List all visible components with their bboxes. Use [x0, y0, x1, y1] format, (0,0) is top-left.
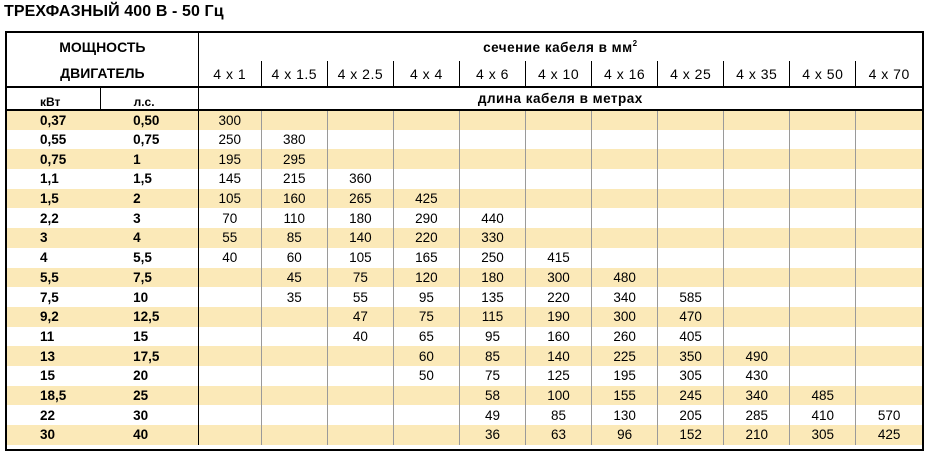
- cable-length-cell: [856, 366, 922, 386]
- cable-length-cell: 260: [592, 327, 658, 347]
- power-kw-cell: 2,2: [40, 210, 59, 226]
- cable-length-cell: [459, 169, 525, 189]
- cable-length-cell: [724, 130, 790, 150]
- cable-length-cell: 75: [327, 268, 393, 288]
- hp-unit-label: л.с.: [100, 87, 198, 110]
- cable-length-cell: [198, 425, 261, 445]
- cable-length-cell: [327, 130, 393, 150]
- cable-length-cell: [198, 268, 261, 288]
- cable-length-cell: [261, 327, 327, 347]
- cable-length-cell: 195: [592, 366, 658, 386]
- cable-length-cell: [724, 208, 790, 228]
- cable-length-cell: 570: [856, 405, 922, 425]
- power-hp-cell: 5,5: [100, 248, 198, 268]
- cable-length-cell: [198, 366, 261, 386]
- cable-length-cell: [856, 189, 922, 209]
- cable-length-cell: [658, 110, 724, 130]
- cable-length-cell: [790, 268, 856, 288]
- table-row: [7, 248, 922, 268]
- table-row: [7, 425, 922, 445]
- cable-length-cell: [592, 189, 658, 209]
- cable-length-cell: [790, 149, 856, 169]
- cable-length-cell: 35: [261, 287, 327, 307]
- cable-length-cell: [526, 208, 592, 228]
- cable-length-cell: [658, 248, 724, 268]
- cable-length-cell: [393, 130, 459, 150]
- cable-length-cell: [658, 208, 724, 228]
- cable-length-cell: [856, 307, 922, 327]
- cable-length-cell: 190: [526, 307, 592, 327]
- table-row: [7, 110, 922, 130]
- cable-length-cell: [592, 208, 658, 228]
- cable-length-cell: [592, 110, 658, 130]
- power-kw-cell: 9,2: [7, 307, 100, 327]
- power-hp-cell: 25: [100, 386, 198, 406]
- power-kw-cell: 4: [40, 250, 48, 266]
- cable-length-cell: 350: [658, 346, 724, 366]
- cable-size-header: 4 x 2.5: [327, 61, 393, 87]
- cable-length-cell: [856, 228, 922, 248]
- cable-length-cell: 305: [658, 366, 724, 386]
- cable-length-cell: [327, 386, 393, 406]
- cable-length-cell: [327, 405, 393, 425]
- power-kw-cell: 11: [40, 328, 55, 344]
- section-label: сечение кабеля в мм: [483, 40, 633, 55]
- cable-length-cell: [459, 149, 525, 169]
- power-kw-cell: 22: [40, 407, 56, 423]
- cable-length-cell: 405: [658, 327, 724, 347]
- cable-length-cell: [261, 110, 327, 130]
- cable-length-cell: [261, 307, 327, 327]
- cable-length-cell: [724, 248, 790, 268]
- cable-length-cell: [856, 110, 922, 130]
- cable-length-cell: 85: [459, 346, 525, 366]
- cable-length-cell: [856, 346, 922, 366]
- cable-length-cell: [198, 287, 261, 307]
- cable-length-cell: 300: [198, 110, 261, 130]
- cable-length-cell: 300: [592, 307, 658, 327]
- power-hp-cell: 1,5: [100, 169, 198, 189]
- section-sup: 2: [632, 39, 638, 48]
- cable-length-cell: [327, 346, 393, 366]
- power-hp-cell: 0,75: [100, 130, 198, 150]
- cable-length-cell: 485: [790, 386, 856, 406]
- cable-length-cell: [327, 425, 393, 445]
- cable-length-cell: [261, 425, 327, 445]
- cable-length-cell: [526, 149, 592, 169]
- cable-length-cell: [790, 366, 856, 386]
- cable-length-cell: 380: [261, 130, 327, 150]
- cable-length-cell: [658, 268, 724, 288]
- cable-length-cell: [856, 268, 922, 288]
- power-kw-cell: 0,75: [7, 149, 100, 169]
- cable-length-cell: [261, 346, 327, 366]
- cable-length-cell: 55: [198, 228, 261, 248]
- cable-length-cell: [393, 405, 459, 425]
- cable-size-header: 4 x 70: [856, 61, 922, 87]
- cable-length-cell: [790, 307, 856, 327]
- cable-length-cell: [790, 130, 856, 150]
- cable-length-cell: [724, 189, 790, 209]
- cable-length-cell: 140: [526, 346, 592, 366]
- cable-length-table: [5, 31, 924, 451]
- cable-length-cell: 100: [526, 386, 592, 406]
- cable-length-cell: [856, 327, 922, 347]
- table-row: [7, 405, 922, 425]
- cable-length-cell: [261, 405, 327, 425]
- cable-length-cell: [393, 386, 459, 406]
- cable-length-cell: [261, 366, 327, 386]
- cable-length-cell: [393, 149, 459, 169]
- cable-length-cell: [198, 386, 261, 406]
- kw-unit-label: кВт: [7, 87, 100, 110]
- cable-length-cell: 145: [218, 171, 241, 187]
- power-kw-cell: 18,5: [7, 386, 100, 406]
- cable-length-cell: [327, 149, 393, 169]
- cable-length-cell: [198, 405, 261, 425]
- cable-length-cell: 85: [261, 228, 327, 248]
- cable-length-cell: [790, 189, 856, 209]
- power-kw-cell: 30: [7, 425, 100, 445]
- cable-length-cell: 205: [658, 405, 724, 425]
- table-row: [7, 327, 922, 347]
- cable-length-cell: 95: [393, 287, 459, 307]
- cable-length-cell: 45: [261, 268, 327, 288]
- cable-length-cell: [198, 327, 261, 347]
- cable-length-cell: 220: [393, 228, 459, 248]
- cable-length-cell: 340: [592, 287, 658, 307]
- power-kw-cell: 5,5: [7, 268, 100, 288]
- cable-length-cell: [526, 189, 592, 209]
- cable-length-cell: [724, 327, 790, 347]
- cable-length-cell: 70: [222, 210, 238, 226]
- units-row: [7, 87, 922, 110]
- length-label: длина кабеля в метрах: [198, 87, 922, 110]
- cable-length-cell: 195: [198, 149, 261, 169]
- cable-length-cell: 430: [724, 366, 790, 386]
- cable-length-cell: 585: [658, 287, 724, 307]
- cable-length-cell: 245: [658, 386, 724, 406]
- power-kw-cell: 7,5: [40, 289, 59, 305]
- page-title: ТРЕХФАЗНЫЙ 400 В - 50 Гц: [4, 3, 224, 20]
- cable-length-cell: 47: [327, 307, 393, 327]
- cable-length-cell: 105: [327, 248, 393, 268]
- power-hp-cell: 30: [100, 405, 198, 425]
- cable-length-cell: [393, 110, 459, 130]
- cable-length-cell: [724, 307, 790, 327]
- cable-length-cell: 180: [459, 268, 525, 288]
- power-hp-cell: 20: [100, 366, 198, 386]
- power-hp-cell: 17,5: [100, 346, 198, 366]
- cable-length-cell: [724, 149, 790, 169]
- power-kw-cell: 13: [7, 346, 100, 366]
- cable-length-cell: [198, 346, 261, 366]
- cable-size-header: 4 x 6: [459, 61, 525, 87]
- cable-size-header: 4 x 35: [724, 61, 790, 87]
- cable-length-cell: 265: [327, 189, 393, 209]
- table-row: [7, 228, 922, 248]
- cable-length-cell: 50: [393, 366, 459, 386]
- cable-length-cell: 160: [526, 327, 592, 347]
- table-row: [7, 287, 922, 307]
- cable-size-header: 4 x 16: [592, 61, 658, 87]
- cable-length-cell: 58: [459, 386, 525, 406]
- cable-length-cell: [658, 189, 724, 209]
- power-hp-cell: 4: [100, 228, 198, 248]
- cable-length-cell: [856, 169, 922, 189]
- cable-length-cell: [856, 130, 922, 150]
- cable-length-cell: [856, 248, 922, 268]
- cable-length-cell: 140: [327, 228, 393, 248]
- cable-length-cell: 36: [459, 425, 525, 445]
- cable-length-cell: [393, 169, 459, 189]
- power-kw-cell: 1,1: [40, 171, 59, 187]
- cable-length-cell: [592, 130, 658, 150]
- power-hp-cell: 40: [100, 425, 198, 445]
- cable-length-cell: [790, 346, 856, 366]
- cable-length-cell: [856, 386, 922, 406]
- power-hp-cell: 0,50: [100, 110, 198, 130]
- cable-length-cell: [393, 425, 459, 445]
- cable-length-cell: [526, 169, 592, 189]
- cable-length-cell: [327, 110, 393, 130]
- cable-length-cell: [592, 248, 658, 268]
- section-header: [198, 33, 922, 61]
- cable-length-cell: [724, 287, 790, 307]
- cable-length-cell: 330: [459, 228, 525, 248]
- cable-length-cell: 63: [526, 425, 592, 445]
- cable-length-cell: 125: [526, 366, 592, 386]
- power-hp-cell: 12,5: [100, 307, 198, 327]
- cable-length-cell: 110: [261, 208, 327, 228]
- cable-length-cell: [856, 208, 922, 228]
- cable-length-cell: 210: [724, 425, 790, 445]
- cable-length-cell: 75: [459, 366, 525, 386]
- cable-length-cell: [724, 169, 790, 189]
- cable-length-cell: 440: [459, 208, 525, 228]
- cable-size-header: 4 x 1.5: [261, 61, 327, 87]
- cable-length-cell: 152: [658, 425, 724, 445]
- cable-length-cell: [790, 228, 856, 248]
- table-row: [7, 189, 922, 209]
- table-row: [7, 130, 922, 150]
- motor-power-header: [7, 33, 198, 87]
- cable-table: [7, 33, 922, 445]
- cable-length-cell: 250: [459, 248, 525, 268]
- cable-length-cell: [724, 228, 790, 248]
- cable-length-cell: 225: [592, 346, 658, 366]
- cable-length-cell: 220: [526, 287, 592, 307]
- cable-length-cell: [790, 287, 856, 307]
- cable-length-cell: 490: [724, 346, 790, 366]
- cable-length-cell: [658, 228, 724, 248]
- power-kw-cell: 3: [7, 228, 100, 248]
- cable-length-cell: [724, 268, 790, 288]
- cable-length-cell: 295: [261, 149, 327, 169]
- cable-length-cell: 480: [592, 268, 658, 288]
- cable-length-cell: 60: [261, 248, 327, 268]
- cable-length-cell: 160: [261, 189, 327, 209]
- cable-length-cell: [261, 386, 327, 406]
- cable-length-cell: 425: [393, 189, 459, 209]
- cable-length-cell: 340: [724, 386, 790, 406]
- power-kw-cell: 1,5: [7, 189, 100, 209]
- cable-length-cell: [592, 169, 658, 189]
- cable-length-cell: 130: [592, 405, 658, 425]
- cable-length-cell: 415: [526, 248, 592, 268]
- cable-size-header: 4 x 1: [213, 65, 247, 82]
- cable-length-cell: [592, 228, 658, 248]
- cable-length-cell: [790, 208, 856, 228]
- cable-length-cell: [526, 228, 592, 248]
- cable-length-cell: 75: [393, 307, 459, 327]
- table-row: [7, 169, 922, 189]
- power-hp-cell: 7,5: [100, 268, 198, 288]
- cable-length-cell: 55: [327, 287, 393, 307]
- cable-length-cell: 49: [459, 405, 525, 425]
- cable-length-cell: [790, 169, 856, 189]
- cable-length-cell: [592, 149, 658, 169]
- cable-length-cell: [856, 149, 922, 169]
- cable-length-cell: [526, 110, 592, 130]
- power-hp-cell: 3: [100, 208, 198, 228]
- table-row: [7, 208, 922, 228]
- cable-length-cell: [459, 110, 525, 130]
- cable-length-cell: [856, 287, 922, 307]
- power-kw-cell: 15: [40, 368, 56, 384]
- cable-length-cell: 85: [526, 405, 592, 425]
- cable-length-cell: [724, 110, 790, 130]
- cable-length-cell: 300: [526, 268, 592, 288]
- cable-length-cell: [658, 130, 724, 150]
- cable-length-cell: 65: [393, 327, 459, 347]
- table-row: [7, 346, 922, 366]
- cable-length-cell: 135: [459, 287, 525, 307]
- power-hp-cell: 15: [100, 327, 198, 347]
- cable-size-header: 4 x 25: [658, 61, 724, 87]
- table-row: [7, 366, 922, 386]
- cable-length-cell: 105: [198, 189, 261, 209]
- cable-length-cell: 40: [222, 250, 238, 266]
- cable-size-header: 4 x 10: [526, 61, 592, 87]
- cable-length-cell: 96: [592, 425, 658, 445]
- cable-length-cell: 120: [393, 268, 459, 288]
- cable-length-cell: [790, 110, 856, 130]
- cable-length-cell: 95: [459, 327, 525, 347]
- cable-length-cell: 40: [327, 327, 393, 347]
- cable-length-cell: [790, 248, 856, 268]
- cable-length-cell: [459, 130, 525, 150]
- power-hp-cell: 2: [100, 189, 198, 209]
- cable-length-cell: 410: [790, 405, 856, 425]
- cable-size-header: 4 x 4: [393, 61, 459, 87]
- cable-length-cell: 215: [261, 169, 327, 189]
- cable-length-cell: [526, 130, 592, 150]
- power-hp-cell: 1: [100, 149, 198, 169]
- cable-length-cell: [658, 149, 724, 169]
- power-kw-cell: 0,37: [7, 110, 100, 130]
- cable-length-cell: [327, 366, 393, 386]
- cable-length-cell: 290: [393, 208, 459, 228]
- cable-length-cell: 285: [724, 405, 790, 425]
- cable-length-cell: 360: [327, 169, 393, 189]
- table-row: [7, 149, 922, 169]
- table-row: [7, 307, 922, 327]
- cable-length-cell: 305: [790, 425, 856, 445]
- table-row: [7, 386, 922, 406]
- cable-length-cell: 180: [327, 208, 393, 228]
- motor-header-line1: МОЩНОСТЬ: [59, 38, 146, 55]
- cable-length-cell: [198, 307, 261, 327]
- motor-header-line2: ДВИГАТЕЛЬ: [60, 64, 145, 81]
- cable-length-cell: 250: [218, 132, 241, 148]
- cable-length-cell: [790, 327, 856, 347]
- cable-length-cell: [459, 189, 525, 209]
- cable-length-cell: 60: [393, 346, 459, 366]
- table-row: [7, 268, 922, 288]
- cable-length-cell: 165: [393, 248, 459, 268]
- cable-length-cell: 425: [856, 425, 922, 445]
- cable-length-cell: 155: [592, 386, 658, 406]
- cable-length-cell: 470: [658, 307, 724, 327]
- power-kw-cell: 0,55: [40, 132, 67, 148]
- power-hp-cell: 10: [100, 287, 198, 307]
- cable-length-cell: [658, 169, 724, 189]
- cable-size-header: 4 x 50: [790, 61, 856, 87]
- cable-length-cell: 115: [459, 307, 525, 327]
